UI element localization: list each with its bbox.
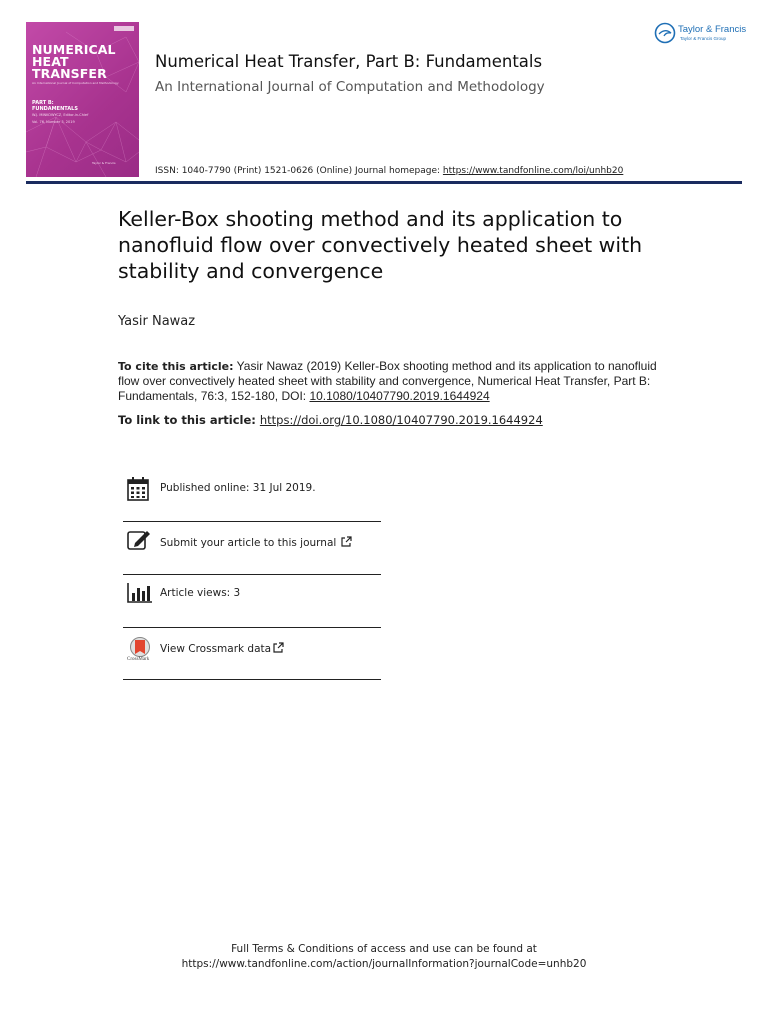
journal-subtitle: An International Journal of Computation and Methodology <box>155 79 545 95</box>
edit-icon <box>127 529 151 551</box>
footer <box>0 942 768 972</box>
cover-publisher: Taylor & Francis <box>92 161 116 165</box>
cover-title <box>32 44 116 80</box>
external-link-icon <box>273 642 284 653</box>
cover-part: PART B: FUNDAMENTALS <box>32 100 78 112</box>
divider <box>123 574 381 575</box>
cover-title-line: NUMERICAL <box>32 42 116 57</box>
citation-block <box>118 359 663 404</box>
article-author: Yasir Nawaz <box>118 314 196 329</box>
external-link-icon <box>341 536 352 547</box>
issn-text: ISSN: 1040-7790 (Print) 1521-0626 (Online) Journal homepage: <box>155 166 443 176</box>
publisher-name: Taylor & Francis <box>678 24 747 35</box>
publisher-group: Taylor & Francis Group <box>680 36 727 41</box>
bar-chart-icon <box>127 583 153 603</box>
footer-line: Full Terms & Conditions of access and use can be found at <box>231 943 537 955</box>
divider <box>123 679 381 680</box>
cover-volume: Vol. 76, Number 3, 2019 <box>32 120 75 124</box>
article-views: Article views: 3 <box>160 587 241 599</box>
crossmark-row[interactable] <box>160 642 284 655</box>
cover-subtitle: An International Journal of Computation and Methodology <box>32 81 119 85</box>
article-link-row <box>118 413 543 427</box>
cover-title-line: HEAT <box>32 54 69 69</box>
cover-editor: W.J. MINKOWYCZ, Editor-in-Chief <box>32 113 89 117</box>
citation-label: To cite this article: <box>118 360 234 373</box>
published-online: Published online: 31 Jul 2019. <box>160 482 316 494</box>
crossmark-badge-label: CrossMark <box>127 657 150 662</box>
footer-terms-link[interactable]: https://www.tandfonline.com/action/journalInformation?journalCode=unhb20 <box>181 958 587 970</box>
submit-article-link[interactable]: Submit your article to this journal <box>160 537 337 549</box>
article-title: Keller-Box shooting method and its application to nanofluid flow over convectively heated sheet with stability and convergence <box>118 207 643 283</box>
cover-title-line: TRANSFER <box>32 66 107 81</box>
link-label: To link to this article: <box>118 413 256 427</box>
submit-article-row[interactable] <box>160 536 352 549</box>
citation-text: Yasir Nawaz (2019) Keller-Box shooting method and its application to nanofluid flow over convectively heated sheet with stability and convergence, Numerical Heat Transfer, Part B: Fundamentals, 76:3, 152-180, DOI: <box>118 359 657 403</box>
header-rule <box>26 181 742 184</box>
crossmark-link[interactable]: View Crossmark data <box>160 643 272 655</box>
article-url-link[interactable]: https://doi.org/10.1080/10407790.2019.1644924 <box>259 413 543 427</box>
journal-title: Numerical Heat Transfer, Part B: Fundamentals <box>155 52 543 71</box>
doi-link[interactable]: 10.1080/10407790.2019.1644924 <box>309 389 490 403</box>
journal-homepage-link[interactable]: https://www.tandfonline.com/loi/unhb20 <box>442 166 624 176</box>
taylor-francis-logo-icon <box>654 22 676 44</box>
cover-tag <box>114 26 134 31</box>
divider <box>123 521 381 522</box>
divider <box>123 627 381 628</box>
calendar-icon <box>127 477 149 501</box>
issn-line <box>155 166 623 176</box>
journal-cover-image <box>26 22 139 177</box>
